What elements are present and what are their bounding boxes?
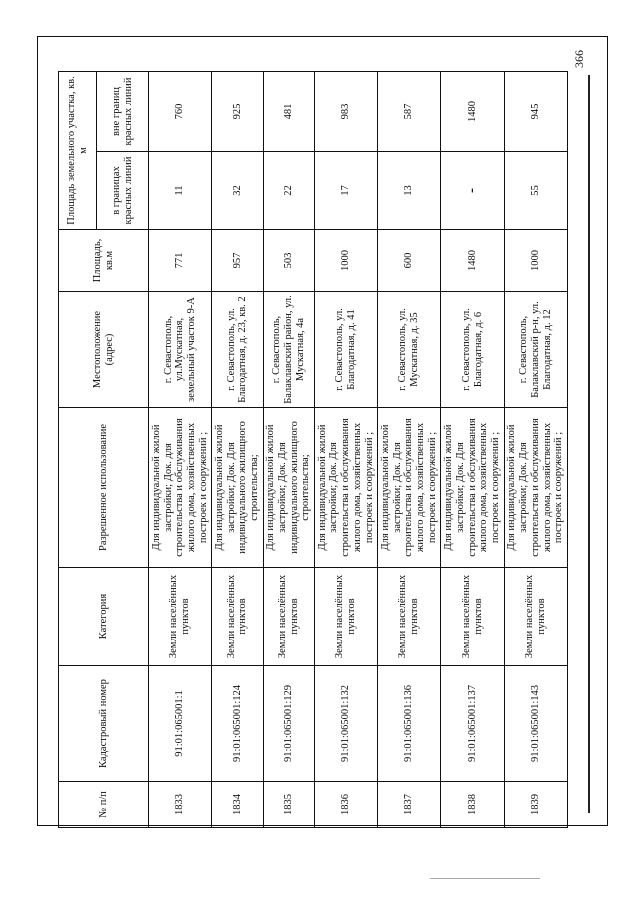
cell-cadastral: 91:01:065001:137 <box>441 666 504 782</box>
header-cadastral: Кадастровый номер <box>59 666 149 782</box>
cell-use: Для индивидуальной жилой застройки; Док. Для строительства и обслуживания жилого дома, хозяйственных построек и сооружений ; <box>314 408 377 568</box>
table-row <box>378 71 441 827</box>
cell-location: г. Севастополь, ул. Мускатная, д. 35 <box>378 292 441 408</box>
cell-location: г. Севастополь, ул.Мускатная, земельный участок 9-А <box>149 292 212 408</box>
cell-outside: 925 <box>212 71 263 151</box>
cell-cadastral: 91:01:065001:136 <box>378 666 441 782</box>
cell-outside: 587 <box>378 71 441 151</box>
cell-within: - <box>441 152 504 230</box>
header-num: № п/п <box>59 782 149 828</box>
cell-category: Земли населённых пунктов <box>504 568 567 666</box>
table-row <box>212 71 263 827</box>
cell-num: 1835 <box>263 782 314 828</box>
cell-area: 1000 <box>504 230 567 292</box>
header-row-1 <box>59 71 97 827</box>
right-margin-rule <box>588 75 590 813</box>
header-within: в границах красных линий <box>97 152 149 230</box>
cell-within: 32 <box>212 152 263 230</box>
cell-outside: 1480 <box>441 71 504 151</box>
cell-location: г. Севастополь, ул. Благодатная, д. 23, кв. 2 <box>212 292 263 408</box>
cell-cadastral: 91:01:065001:1 <box>149 666 212 782</box>
cell-within: 13 <box>378 152 441 230</box>
table-row <box>263 71 314 827</box>
cell-num: 1836 <box>314 782 377 828</box>
cell-num: 1839 <box>504 782 567 828</box>
land-plots-table <box>58 71 568 828</box>
header-category: Категория <box>59 568 149 666</box>
page-number: 366 <box>572 50 586 68</box>
table-row <box>314 71 377 827</box>
cell-area: 600 <box>378 230 441 292</box>
cell-outside: 983 <box>314 71 377 151</box>
cell-location: г. Севастополь, ул. Благодатная, д. 6 <box>441 292 504 408</box>
cell-num: 1837 <box>378 782 441 828</box>
land-plots-table-rotated <box>58 72 568 828</box>
cell-location: г. Севастополь, ул. Благодатная, д. 41 <box>314 292 377 408</box>
cell-area: 957 <box>212 230 263 292</box>
cell-use: Для индивидуальной жилой застройки; Док. Для индивидуального жилищного строительства; <box>263 408 314 568</box>
cell-category: Земли населённых пунктов <box>314 568 377 666</box>
cell-num: 1834 <box>212 782 263 828</box>
cell-within: 55 <box>504 152 567 230</box>
cell-within: 22 <box>263 152 314 230</box>
cell-within: 11 <box>149 152 212 230</box>
cell-use: Для индивидуальной жилой застройки; Док. Для строительства и обслуживания жилого дома, хозяйственных построек и сооружений ; <box>441 408 504 568</box>
cell-cadastral: 91:01:065001:129 <box>263 666 314 782</box>
cell-category: Земли населённых пунктов <box>378 568 441 666</box>
header-land-area: Площадь земельного участка, кв. м <box>59 71 97 229</box>
cell-category: Земли населённых пунктов <box>441 568 504 666</box>
header-location: Местоположение (адрес) <box>59 292 149 408</box>
cell-outside: 945 <box>504 71 567 151</box>
header-outside: вне границ красных линий <box>97 71 149 151</box>
cell-location: г. Севастополь, Балаклавский район, ул. Мускатная, 4а <box>263 292 314 408</box>
cell-category: Земли населённых пунктов <box>263 568 314 666</box>
cell-num: 1833 <box>149 782 212 828</box>
cell-outside: 760 <box>149 71 212 151</box>
cell-location: г. Севастополь, Балаклавский р-н, ул. Благодатная, д. 12 <box>504 292 567 408</box>
table-row <box>441 71 504 827</box>
scan-mark <box>430 878 540 879</box>
header-use: Разрешенное использование <box>59 408 149 568</box>
cell-cadastral: 91:01:065001:143 <box>504 666 567 782</box>
cell-use: Для индивидуальной жилой застройки; Док. Для индивидуального жилищного строительства; <box>212 408 263 568</box>
cell-category: Земли населённых пунктов <box>149 568 212 666</box>
cell-outside: 481 <box>263 71 314 151</box>
cell-cadastral: 91:01:065001:132 <box>314 666 377 782</box>
cell-use: Для индивидуальной жилой застройки; Док. для строительства и обслуживания жилого дома, хозяйственных построек и сооружений ; <box>149 408 212 568</box>
cell-within: 17 <box>314 152 377 230</box>
cell-area: 771 <box>149 230 212 292</box>
cell-use: Для индивидуальной жилой застройки; Док. Для строительства и обслуживания жилого дома, хозяйственных построек и сооружений ; <box>378 408 441 568</box>
cell-num: 1838 <box>441 782 504 828</box>
table-row <box>149 71 212 827</box>
cell-use: Для индивидуальной жилой застройки; Док. Для строительства и обслуживания жилого дома, хозяйственных построек и сооружений ; <box>504 408 567 568</box>
cell-area: 1480 <box>441 230 504 292</box>
cell-area: 503 <box>263 230 314 292</box>
header-area: Площадь, кв.м <box>59 230 149 292</box>
cell-category: Земли населённых пунктов <box>212 568 263 666</box>
cell-area: 1000 <box>314 230 377 292</box>
cell-cadastral: 91:01:065001:124 <box>212 666 263 782</box>
table-row <box>504 71 567 827</box>
